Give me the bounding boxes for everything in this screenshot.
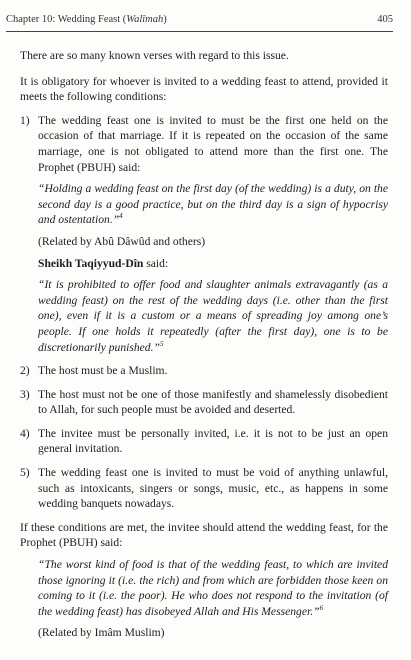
condition-item bbox=[20, 363, 388, 379]
hadith-quote: “Holding a wedding feast on the first day (of the wedding) is a duty, on the second day is a good practice, but on the third day is a sign of hypocrisy and ostentation.”$^4$ bbox=[38, 182, 388, 227]
footnote-ref: 5 bbox=[159, 339, 164, 348]
condition-number: 3) bbox=[20, 387, 30, 401]
chapter-title: Chapter 10: Wedding Feast (Walīmah) bbox=[6, 14, 167, 25]
header-rule bbox=[6, 31, 393, 32]
sheikh-quote: “It is prohibited to offer food and slaughter animals extravagantly (as a wedding feast) on the rest of the wedding days (i.e. other than the first one), even if it is a custom or a means of spreading joy among one’s people. If one holds it repeatedly (after the first day), one is to be discretionarily punished.”$^5$ bbox=[38, 278, 388, 354]
condition-text: The host must not be one of those manifestly and shamelessly disobedient to Allah, for such people must be avoided and deserted. bbox=[38, 387, 388, 417]
footnote-ref: 4 bbox=[119, 212, 123, 221]
closing-paragraph: If these conditions are met, the invitee should attend the wedding feast, for the Prophet (PBUH) said: bbox=[20, 520, 388, 550]
sheikh-attribution: Sheikh Taqiyyud-Dîn said: bbox=[38, 256, 169, 270]
footnote-ref: 6 bbox=[319, 603, 324, 612]
condition-number: 2) bbox=[20, 364, 30, 378]
condition-number: 5) bbox=[20, 466, 30, 480]
intro-paragraph: There are so many known verses with regard to this issue. bbox=[20, 49, 289, 62]
condition-number: 1) bbox=[20, 113, 30, 127]
condition-text: The host must be a Muslim. bbox=[38, 364, 168, 378]
condition-item bbox=[20, 387, 388, 418]
condition-item bbox=[20, 426, 388, 457]
hadith-source: (Related by Abû Dâwûd and others) bbox=[38, 234, 206, 248]
chapter-term: Walīmah bbox=[126, 14, 164, 25]
condition-text: The wedding feast one is invited to must be the first one held on the occasion of that marriage. If it is repeated on the occasion of the same marriage, one is not obligated to attend more than the first one. The Prophet (PBUH) said: bbox=[38, 113, 388, 174]
condition-text: The wedding feast one is invited to must be void of anything unlawful, such as intoxicants, singers or songs, music, etc., as happens in some wedding banquets nowadays. bbox=[38, 466, 388, 511]
condition-text: The invitee must be personally invited, i.e. it is not to be just an open general invitation. bbox=[38, 426, 388, 456]
page-number: 405 bbox=[377, 14, 393, 25]
running-header bbox=[6, 14, 393, 30]
final-hadith-source: (Related by Imâm Muslim) bbox=[38, 626, 165, 640]
conditions-list bbox=[20, 113, 388, 512]
final-hadith-quote: “The worst kind of food is that of the wedding feast, to which are invited those ignoring it (i.e. the rich) and from which are forbidden those keen on coming to it (i.e. the poor). He who does not respond to the invitation (of the wedding feast) has disobeyed Allah and His Messenger.”$^6$ bbox=[38, 558, 388, 618]
page-body bbox=[20, 42, 388, 641]
condition-item bbox=[20, 465, 388, 512]
obligation-paragraph: It is obligatory for whoever is invited to a wedding feast to attend, provided it meets the following conditions: bbox=[20, 74, 388, 104]
condition-item bbox=[20, 113, 388, 355]
condition-number: 4) bbox=[20, 426, 30, 440]
